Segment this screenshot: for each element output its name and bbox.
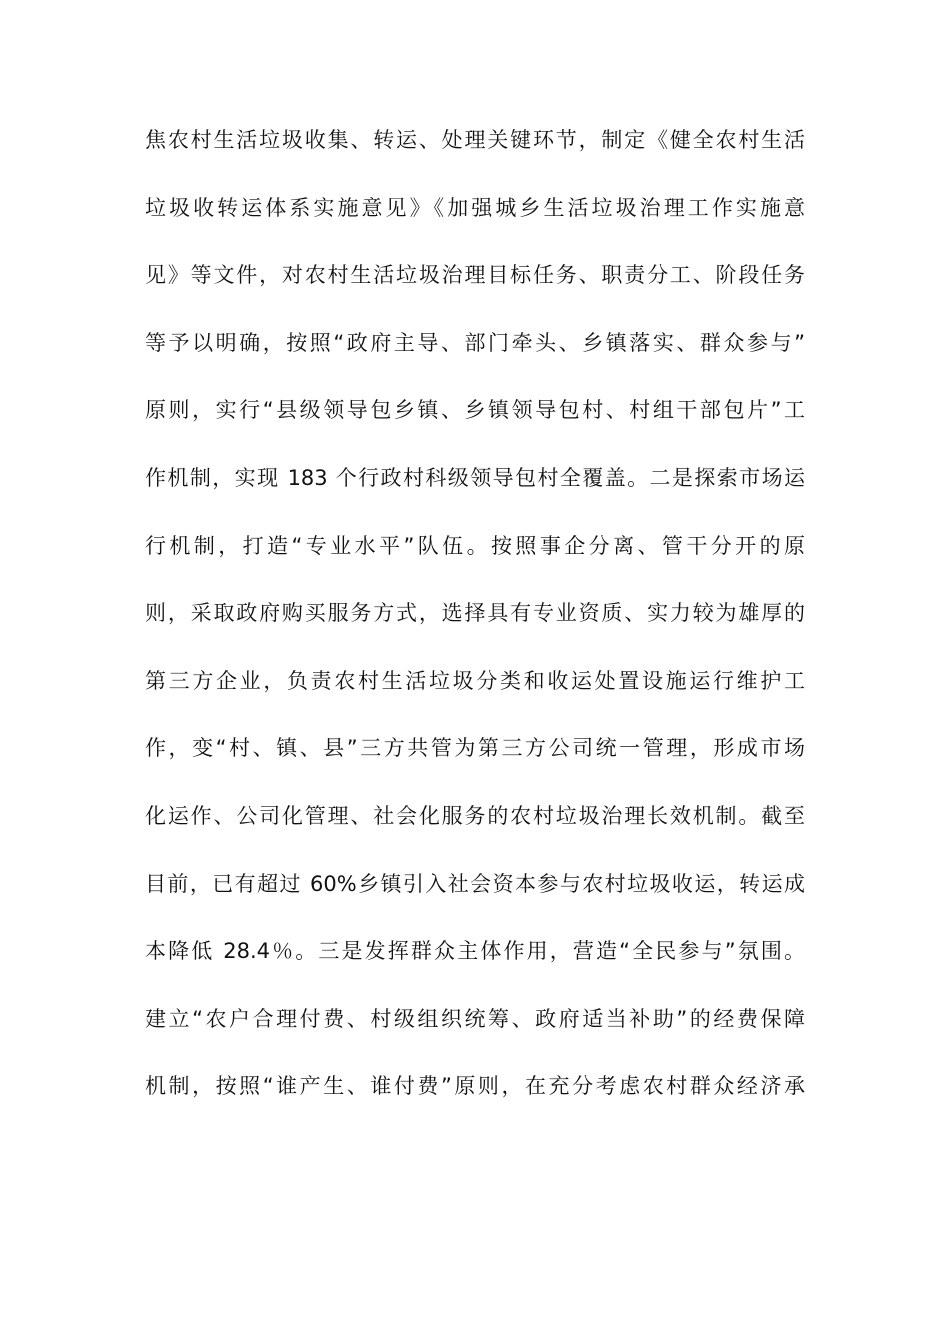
text-line: 本降低 28.4％。三是发挥群众主体作用，营造“全民参与”氛围。 (145, 939, 805, 964)
text-line: 焦农村生活垃圾收集、转运、处理关键环节，制定《健全农村生活 (145, 128, 805, 152)
text-line: 建立“农户合理付费、村级组织统筹、政府适当补助”的经费保障 (145, 1006, 805, 1031)
text-line: 垃圾收转运体系实施意见》《加强城乡生活垃圾治理工作实施意 (145, 195, 805, 220)
text-line: 原则，实行“县级领导包乡镇、乡镇领导包村、村组干部包片”工 (145, 398, 805, 423)
text-line: 目前，已有超过 60%乡镇引入社会资本参与农村垃圾收运，转运成 (145, 871, 805, 896)
body-paragraph (145, 124, 805, 1138)
text-line: 见》等文件，对农村生活垃圾治理目标任务、职责分工、阶段任务 (145, 263, 805, 288)
text-line: 机制，按照“谁产生、谁付费”原则，在充分考虑农村群众经济承 (145, 1074, 805, 1099)
text-line: 第三方企业，负责农村生活垃圾分类和收运处置设施运行维护工 (145, 668, 805, 693)
text-line: 则，采取政府购买服务方式，选择具有专业资质、实力较为雄厚的 (145, 601, 805, 626)
text-line: 作机制，实现 183 个行政村科级领导包村全覆盖。二是探索市场运 (145, 465, 805, 490)
text-line: 等予以明确，按照“政府主导、部门牵头、乡镇落实、群众参与” (145, 330, 805, 355)
text-line: 作，变“村、镇、县”三方共管为第三方公司统一管理，形成市场 (145, 736, 805, 761)
text-line: 化运作、公司化管理、社会化服务的农村垃圾治理长效机制。截至 (145, 803, 805, 828)
text-line: 行机制，打造“专业水平”队伍。按照事企分离、管干分开的原 (145, 533, 805, 558)
